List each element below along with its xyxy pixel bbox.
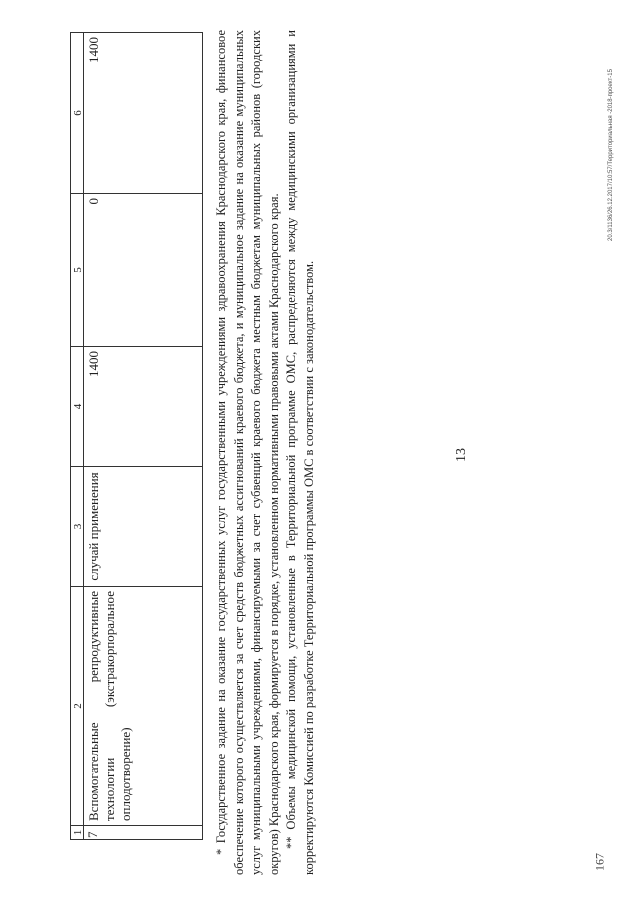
footnotes (213, 30, 319, 875)
row-col4-value: 1400 (83, 346, 203, 467)
row-service-name: Вспомогательные репродуктивные технологии (экстракорпоральное оплодотворение) (83, 586, 203, 826)
row-unit: случай применения (83, 466, 203, 587)
footnote-oms-volumes: ** Объемы медицинской помощи, установленные в Территориальной программе ОМС, распределяются между медицинскими организациями и корректируются Комиссией по разработке Территориальной программы ОМС в соответствии с законодательством. (284, 30, 316, 875)
header-col-5: 5 (70, 193, 84, 347)
header-col-2: 2 (70, 586, 84, 826)
header-col-3: 3 (70, 466, 84, 587)
sheet-number: 167 (592, 853, 607, 871)
page-number: 13 (454, 448, 469, 462)
footnote-state-task: * Государственное задание на оказание государственных услуг государственными учреждениями здравоохранения Краснодарского края, финансовое обеспечение которого осуществляется за счет средств бюджетных ассигнований краевого бюджета, и муниципальное задание на оказание муниципальных услуг муниципальными учреждениями, финансируемыми за счет субвенций краевого бюджета местным бюджетам муниципальных районов (городских округов) Краснодарского края, формируется в порядке, установленном нормативными правовыми актами Краснодарского края. (214, 30, 281, 875)
volume-table (70, 32, 203, 840)
row-col5-value: 0 (83, 193, 203, 347)
document-stamp: 20.3/1136/26.12.2017/10:57/Территориальная -2018-проект-15 (608, 69, 614, 241)
rotated-page-content (70, 30, 350, 875)
row-col6-value: 1400 (83, 32, 203, 194)
row-number: 7 (83, 825, 203, 840)
header-col-4: 4 (70, 346, 84, 467)
header-col-1: 1 (70, 825, 84, 840)
header-col-6: 6 (70, 32, 84, 194)
